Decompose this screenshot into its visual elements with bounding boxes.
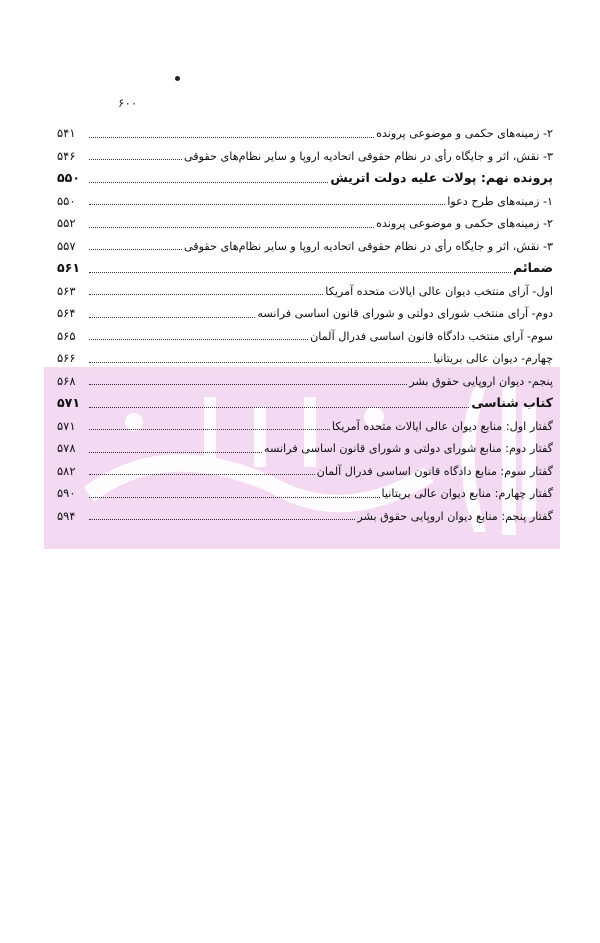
toc-entry [57,435,553,458]
toc-entry-title: گفتار چهارم: منابع دیوان عالی بریتانیا [381,487,553,501]
toc-entry-page: ۵۷۱ [57,418,76,433]
toc-entry-page: ۵۷۱ [57,394,81,410]
toc-leader-dots [89,272,511,273]
toc-entry [57,323,553,346]
toc-entry-title: ۱- زمینه‌های طرح دعوا [447,194,553,208]
toc-entry [57,188,553,211]
toc-entry [57,300,553,323]
toc-entry [57,458,553,481]
toc-leader-dots [89,227,374,228]
toc-entry-page: ۵۵۰ [57,193,76,208]
toc-leader-dots [89,362,431,363]
toc-entry-page: ۵۶۴ [57,306,76,320]
toc-entry-page: ۵۷۸ [57,441,76,455]
toc-leader-dots [89,159,182,160]
toc-leader-dots [89,407,469,408]
toc-entry-title: گفتار دوم: منابع شورای دولتی و شورای قانون اساسی فرانسه [263,442,553,456]
toc-leader-dots [89,497,380,498]
page-dot-mark [175,76,180,81]
toc-entry-page: ۵۶۵ [57,328,76,343]
toc-entry-title: پنجم- دیوان اروپایی حقوق بشر [409,374,553,388]
toc-entry-title: ۳- نقش، اثر و جایگاه رأی در نظام حقوقی اتحادیه اروپا و سایر نظام‌های حقوقی [183,239,553,253]
toc-leader-dots [89,294,323,295]
page-number: ۶۰۰ [118,96,138,110]
toc-leader-dots [89,519,355,520]
toc-section-heading [57,390,553,413]
toc-entry-page: ۵۹۰ [57,486,76,500]
toc-entry [57,345,553,368]
toc-entry-title: ۲- زمینه‌های حکمی و موضوعی پرونده [376,217,553,231]
toc-entry-title: دوم- آرای منتخب شورای دولتی و شورای قانون اساسی فرانسه [257,307,553,321]
toc-entry [57,120,553,143]
toc-leader-dots [89,429,330,430]
toc-entry-title: ۳- نقش، اثر و جایگاه رأی در نظام حقوقی اتحادیه اروپا و سایر نظام‌های حقوقی [183,149,553,163]
toc-entry-page: ۵۵۷ [57,238,76,253]
toc-entry [57,210,553,233]
toc-entry [57,480,553,503]
toc-entry [57,143,553,166]
toc-leader-dots [89,204,445,205]
toc-entry [57,413,553,436]
toc-entry-page: ۵۶۸ [57,373,76,388]
toc-leader-dots [89,249,182,250]
toc-section-heading [57,255,553,278]
toc-entry [57,368,553,391]
toc-entry-title: سوم- آرای منتخب دادگاه قانون اساسی فدرال آلمان [310,329,553,343]
toc-entry-page: ۵۶۳ [57,283,76,298]
toc-entry-page: ۵۸۲ [57,463,76,478]
toc-leader-dots [89,317,255,318]
toc-leader-dots [89,452,262,453]
toc-entry-page: ۵۹۴ [57,508,76,523]
toc-entry-title: ضمائم [513,259,553,275]
toc-entry-page: ۵۵۰ [57,169,81,185]
toc-leader-dots [89,339,308,340]
toc-entry-title: گفتار سوم: منابع دادگاه قانون اساسی فدرال آلمان [316,464,553,478]
toc-entry-title: گفتار اول: منابع دیوان عالی ایالات متحده آمریکا [331,419,553,433]
toc-leader-dots [89,474,315,475]
toc-entry [57,503,553,526]
toc-leader-dots [89,137,374,138]
toc-leader-dots [89,182,328,183]
toc-entry-page: ۵۵۲ [57,216,76,230]
toc-entry-title: اول- آرای منتخب دیوان عالی ایالات متحده آمریکا [325,284,553,298]
toc-entry [57,278,553,301]
table-of-contents [57,120,553,525]
toc-entry-title: کتاب شناسی [471,394,553,410]
toc-leader-dots [89,384,407,385]
toc-entry-title: ۲- زمینه‌های حکمی و موضوعی پرونده [376,127,553,141]
toc-entry-title: پرونده نهم: پولات علیه دولت اتریش [330,169,553,185]
toc-section-heading [57,165,553,188]
toc-entry-page: ۵۶۱ [57,259,81,275]
toc-entry-title: گفتار پنجم: منابع دیوان اروپایی حقوق بشر [357,509,553,523]
toc-entry-page: ۵۴۱ [57,126,76,140]
toc-entry-page: ۵۴۶ [57,148,76,163]
toc-entry-title: چهارم- دیوان عالی بریتانیا [433,352,553,366]
toc-entry-page: ۵۶۶ [57,351,76,365]
toc-entry [57,233,553,256]
